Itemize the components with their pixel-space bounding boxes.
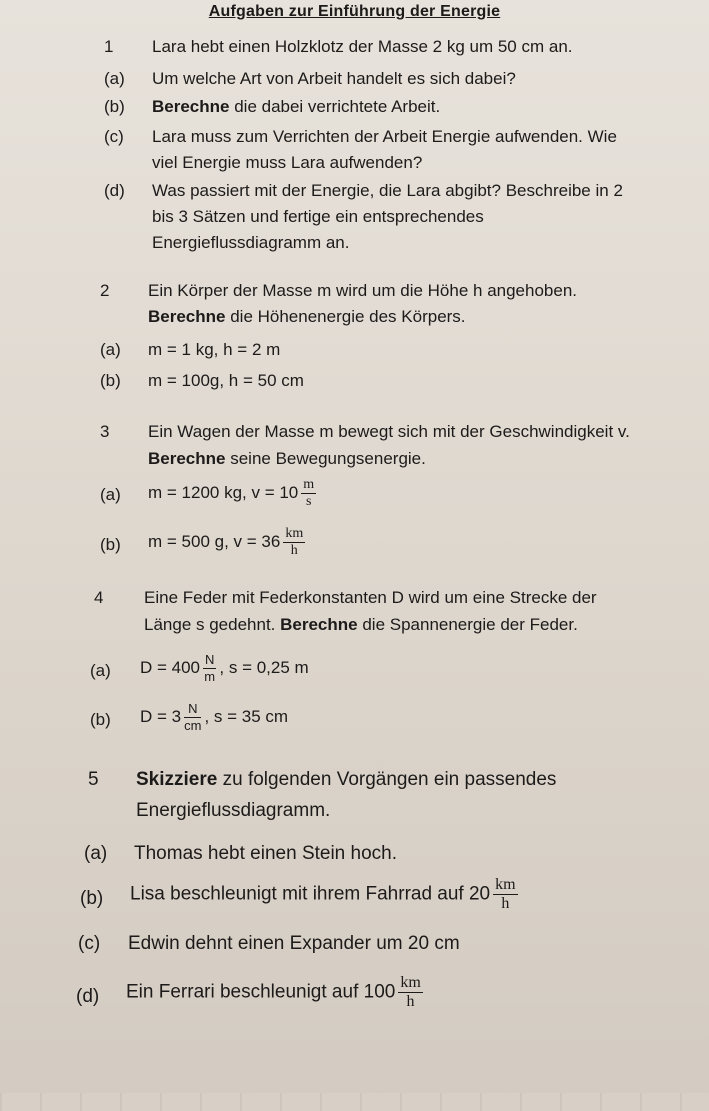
task-4b-formula bbox=[140, 702, 288, 733]
task-4-number: 4 bbox=[94, 588, 104, 607]
task-5-bold: Skizziere bbox=[136, 769, 218, 790]
task-3a-unit-fraction bbox=[301, 478, 316, 509]
task-4-text-2 bbox=[144, 615, 578, 635]
task-1d-text-3: Energieflussdiagramm an. bbox=[152, 233, 350, 252]
task-4-bold: Berechne bbox=[280, 615, 358, 634]
task-5-number: 5 bbox=[88, 769, 99, 790]
task-5b-label: (b) bbox=[80, 888, 104, 909]
task-4b-pre: D = 3 bbox=[140, 706, 182, 726]
task-5b-unit-fraction bbox=[493, 877, 517, 912]
task-5-text-2: Energieflussdiagramm. bbox=[136, 800, 331, 821]
task-3b-unit-den: h bbox=[290, 543, 298, 558]
task-3b-label: (b) bbox=[100, 535, 121, 554]
task-3-number: 3 bbox=[100, 422, 110, 441]
task-2-text: Ein Körper der Masse m wird um die Höhe h angehoben. bbox=[148, 281, 578, 300]
task-4-text-2a: Länge s gedehnt. bbox=[144, 615, 281, 634]
task-4a-label: (a) bbox=[90, 661, 111, 680]
task-4a-unit-fraction bbox=[203, 653, 216, 684]
task-2b-text: m = 100g, h = 50 cm bbox=[148, 371, 304, 390]
task-1-number: 1 bbox=[104, 37, 114, 56]
task-3a-unit-den: s bbox=[305, 494, 312, 509]
task-5-rest: zu folgenden Vorgängen ein passendes bbox=[217, 769, 557, 790]
task-3a-text: m = 1200 kg, v = 10 bbox=[148, 482, 299, 502]
task-3a-formula bbox=[148, 478, 319, 509]
task-5d-unit-fraction bbox=[398, 975, 422, 1010]
task-1b-rest: die dabei verrichtete Arbeit. bbox=[229, 97, 441, 116]
task-1b-bold: Berechne bbox=[152, 97, 230, 116]
task-5d-unit-den: h bbox=[406, 993, 415, 1010]
task-1a-label: (a) bbox=[104, 69, 125, 88]
task-4a-unit-num: N bbox=[205, 652, 215, 667]
task-1b-label: (b) bbox=[104, 97, 125, 116]
task-4b-unit-num: N bbox=[184, 702, 201, 718]
task-5a-text: Thomas hebt einen Stein hoch. bbox=[134, 843, 398, 864]
task-1d-text-1: Was passiert mit der Energie, die Lara abgibt? Beschreibe in 2 bbox=[152, 181, 623, 200]
task-1b-text bbox=[152, 97, 440, 117]
task-4b-unit-fraction bbox=[184, 702, 201, 733]
task-5b-formula bbox=[130, 877, 521, 912]
task-2-number: 2 bbox=[100, 281, 110, 300]
desk-edge bbox=[0, 1093, 709, 1111]
task-5d-label: (d) bbox=[76, 986, 100, 1007]
task-2a-text: m = 1 kg, h = 2 m bbox=[148, 340, 281, 359]
task-5c-label: (c) bbox=[78, 933, 101, 954]
task-3b-text: m = 500 g, v = 36 bbox=[148, 531, 281, 551]
task-3b-formula bbox=[148, 527, 308, 558]
task-4-text-2b: die Spannenergie der Feder. bbox=[357, 615, 578, 634]
task-2-bold: Berechne bbox=[148, 307, 226, 326]
task-3b-unit-num: km bbox=[285, 526, 304, 541]
task-5c-text: Edwin dehnt einen Expander um 20 cm bbox=[128, 933, 460, 954]
task-3-text: Ein Wagen der Masse m bewegt sich mit der Geschwindigkeit v. bbox=[148, 422, 630, 441]
task-2-rest: die Höhenenergie des Körpers. bbox=[225, 307, 466, 326]
task-5d-unit-num: km bbox=[400, 974, 421, 991]
task-2b-label: (b) bbox=[100, 371, 121, 390]
task-1d-label: (d) bbox=[104, 181, 125, 200]
task-1d-text-2: bis 3 Sätzen und fertige ein entsprechendes bbox=[152, 207, 484, 226]
task-1a-text: Um welche Art von Arbeit handelt es sich dabei? bbox=[152, 69, 516, 88]
task-3-rest: seine Bewegungsenergie. bbox=[225, 449, 426, 468]
task-4b-unit-den: cm bbox=[184, 718, 202, 733]
task-5a-label: (a) bbox=[84, 843, 108, 864]
task-4b-post: , s = 35 cm bbox=[204, 706, 289, 726]
task-2a-label: (a) bbox=[100, 340, 121, 359]
task-3b-unit-fraction bbox=[283, 527, 305, 558]
task-5d-formula bbox=[126, 975, 426, 1010]
task-3a-unit-num: m bbox=[303, 477, 315, 492]
task-5b-unit-num: km bbox=[495, 876, 516, 893]
task-1c-text-2: viel Energie muss Lara aufwenden? bbox=[152, 153, 423, 172]
task-3-bold: Berechne bbox=[148, 449, 226, 468]
task-1c-text-1: Lara muss zum Verrichten der Arbeit Energie aufwenden. Wie bbox=[152, 127, 617, 146]
task-4a-unit-den: m bbox=[204, 669, 216, 684]
task-3a-label: (a) bbox=[100, 485, 121, 504]
worksheet-title: Aufgaben zur Einführung der Energie bbox=[208, 3, 501, 20]
task-4-text: Eine Feder mit Federkonstanten D wird um eine Strecke der bbox=[144, 588, 597, 607]
task-1-text: Lara hebt einen Holzklotz der Masse 2 kg um 50 cm an. bbox=[152, 37, 573, 56]
task-5b-unit-den: h bbox=[501, 895, 510, 912]
task-5d-text: Ein Ferrari beschleunigt auf 100 bbox=[126, 981, 396, 1003]
task-2-text-2 bbox=[148, 307, 466, 327]
task-4a-post: , s = 0,25 m bbox=[219, 657, 309, 677]
task-1c-label: (c) bbox=[104, 127, 124, 146]
task-3-text-2 bbox=[148, 449, 426, 469]
task-4a-pre: D = 400 bbox=[140, 657, 201, 677]
task-5b-text: Lisa beschleunigt mit ihrem Fahrrad auf 20 bbox=[130, 883, 491, 905]
task-4a-formula bbox=[140, 653, 309, 684]
task-5-text bbox=[136, 769, 556, 791]
task-4b-label: (b) bbox=[90, 710, 111, 729]
